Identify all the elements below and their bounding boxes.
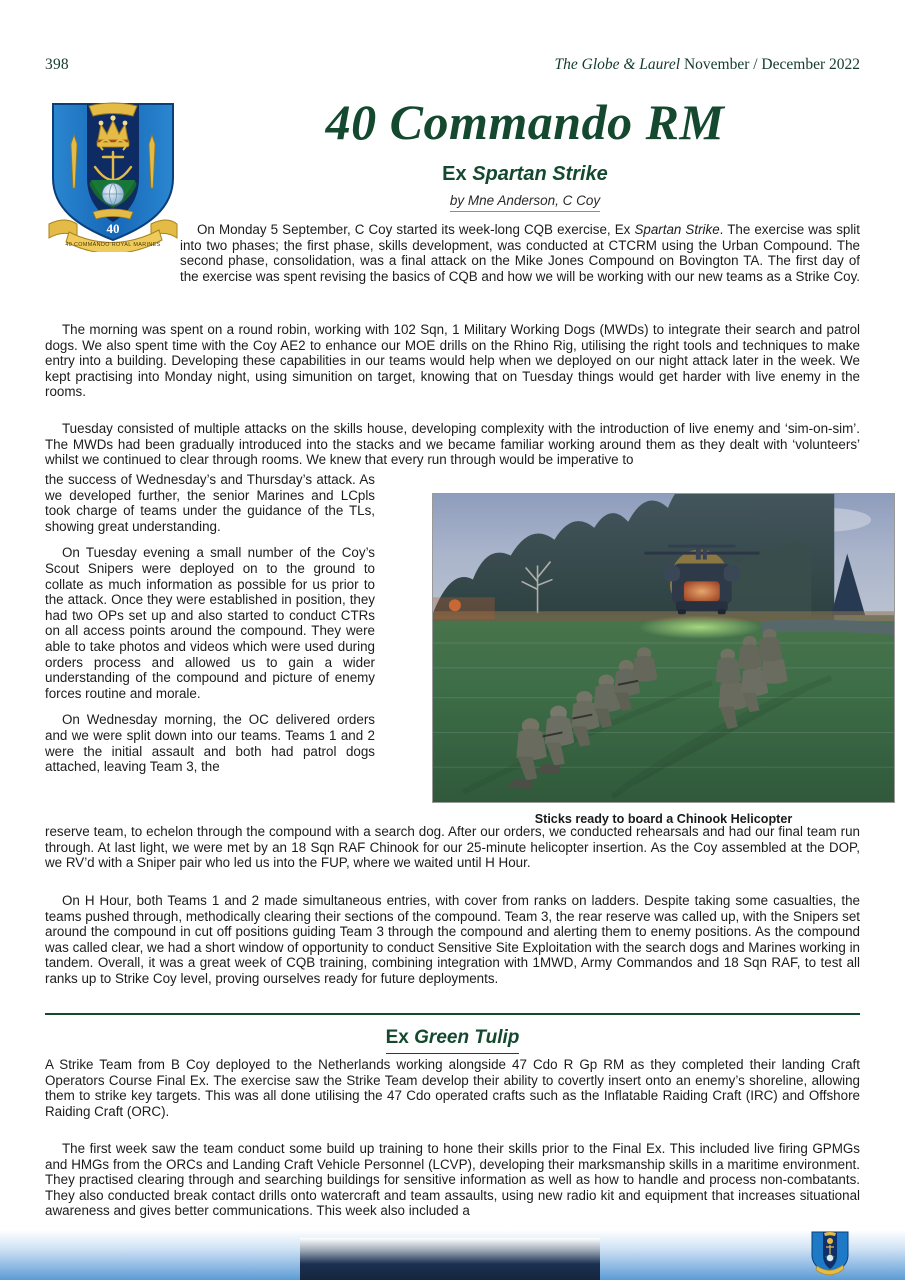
running-head-title xyxy=(555,56,861,74)
paragraph-green-tulip-2 xyxy=(45,1141,860,1230)
footer-crest-icon xyxy=(810,1230,850,1277)
paragraph-h-hour xyxy=(45,893,860,998)
paragraph-text: On H Hour, both Teams 1 and 2 made simultaneous entries, with cover from ranks on ladders. Despite taking some casualties, the teams pushed through, methodically clearing their sections of the compound. Team 3, the rear reserve was called up, with the Snipers set around the compound in cut off positions guiding Team 3 through the compound and alerting them to enemy positions. As the compound was called clear, we had a short window of opportunity to conduct Sensitive Site Exploitation with the search dogs and Marines working in tandem. Overall, it was a great week of CQB training, combining integration with 1MWD, Army Commandos and 18 Sqn RAF, to test all ranks up to Strike Coy level, proving ourselves ready for future deployments. xyxy=(45,893,860,986)
article-title: Green Tulip xyxy=(414,1027,520,1048)
intro-part-1: On Monday 5 September, C Coy started its week-long CQB exercise, Ex xyxy=(197,222,635,237)
issue-date: November / December 2022 xyxy=(680,56,860,73)
paragraph-text: reserve team, to echelon through the compound with a search dog. After our orders, we conducted rehearsals and had our final team run through. At last light, we were met by an 18 Sqn RAF Chinook for our 25-minute helicopter insertion. As the Coy assembled at the DOP, we RV’d with a Sniper pair who led us into the FUP, where we waited until H Hour. xyxy=(45,824,860,871)
article-kicker: Ex xyxy=(442,163,473,185)
photo-sticks-boarding-chinook xyxy=(432,493,895,803)
intro-exercise-name: Spartan Strike xyxy=(634,222,720,237)
article-heading-spartan-strike xyxy=(190,163,860,186)
article-kicker: Ex xyxy=(385,1027,415,1048)
paragraph-wednesday-narrow: On Wednesday morning, the OC delivered orders and we were split down into our teams. Teams 1 and 2 were the initial assault and both had patrol dogs attached, leaving Team 3, the xyxy=(45,712,375,775)
crest-number: 40 xyxy=(106,221,120,236)
paragraph-tuesday-narrow: the success of Wednesday’s and Thursday’s attack. As we developed further, the senior Marines and LCpls took charge of teams under the guidance of the TLs, showing great understanding. xyxy=(45,472,375,534)
paragraph-wednesday-wide xyxy=(45,824,860,882)
byline-container xyxy=(190,192,860,212)
page-number: 398 xyxy=(45,56,69,73)
running-head xyxy=(45,56,860,74)
publication-name: The Globe & Laurel xyxy=(554,56,681,73)
narrow-text-column xyxy=(45,472,375,786)
article-heading-green-tulip xyxy=(45,1027,860,1054)
paragraph-text: A Strike Team from B Coy deployed to the Netherlands working alongside 47 Cdo R Gp RM as they completed their landing Craft Operators Course Final Ex. The exercise saw the Strike Team develop their ability to covertly insert onto an enemy’s shoreline, allowing them to strike key targets. This was all done utilising the 47 Cdo operated crafts such as the Inflatable Raiding Craft (IRC) and Offshore Raiding Craft (ORC). xyxy=(45,1057,860,1119)
figure-chinook xyxy=(432,493,895,826)
article-heading-underlined xyxy=(386,1027,520,1054)
article-title: Spartan Strike xyxy=(472,163,608,185)
paragraph-tuesday-evening: On Tuesday evening a small number of the Coy’s Scout Snipers were deployed on to the ground to collate as much information as possible for us prior to the attack. Once they were established in position, they had two OPs set up and also started to conduct CTRs on all access points around the compound. They were able to take photos and videos which were used during orders process and allowed us to gain a wider understanding of the compound and picture of enemy forces routine and morale. xyxy=(45,545,375,701)
page-title: 40 Commando RM xyxy=(325,94,725,150)
paragraph-text: The morning was spent on a round robin, working with 102 Sqn, 1 Military Working Dogs (MWDs) to integrate their search and patrol dogs. We also spent time with the Coy AE2 to enhance our MOE drills on the Rhino Rig, utilising the right tools and techniques to make entry into a building. Developing these capabilities in our teams would help when we deployed on our night attack later in the week. We kept practising into Monday night, using simunition on target, knowing that on Tuesday things would get harder with live enemy in the rooms. xyxy=(45,322,860,400)
crest-text-wrap-spacer xyxy=(45,222,180,274)
svg-text:40 COMMANDO ROYAL MARINES: 40 COMMANDO ROYAL MARINES xyxy=(65,242,161,248)
paragraph-morning xyxy=(45,322,860,411)
paragraph-intro xyxy=(45,222,860,295)
paragraph-text: The first week saw the team conduct some build up training to hone their skills prior to the Final Ex. This included live firing GPMGs and HMGs from the ORCs and Landing Craft Vehicle Personnel (LCVP), developing their marksmanship skills in a maritime environment. They practised clearing through and searching buildings for sensitive information as well as how to handle and process non-combatants. They also conducted break contact drills onto watercraft and team assaults, using new radio kit and equipment that increases situational awareness and gives better communications. This week also included a xyxy=(45,1141,860,1219)
paragraph-tuesday-wide xyxy=(45,421,860,479)
article-byline: by Mne Anderson, C Coy xyxy=(450,193,600,212)
paragraph-text: Tuesday consisted of multiple attacks on the skills house, developing complexity with the introduction of live enemy and ‘sim-on-sim’. The MWDs had been gradually introduced into the stacks and we became familiar working around them as they dealt with ‘volunteers’ whilst we continued to clear through rooms. We knew that every run through would be imperative to xyxy=(45,421,860,468)
footer-block xyxy=(300,1238,600,1280)
intro-part-2: . The exercise was split into two phases; the first phase, skills development, was conducted at CTCRM using the Urban Compound. The second phase, consolidation, was a final attack on the Mike Jones Compound on Bovington TA. The first day of the exercise was spent revising the basics of CQB and how we will be working with our new teams as a Strike Coy. xyxy=(180,222,861,284)
paragraph-green-tulip-1 xyxy=(45,1057,860,1130)
figure-caption: Sticks ready to board a Chinook Helicopter xyxy=(534,812,793,826)
section-divider xyxy=(45,1013,860,1015)
